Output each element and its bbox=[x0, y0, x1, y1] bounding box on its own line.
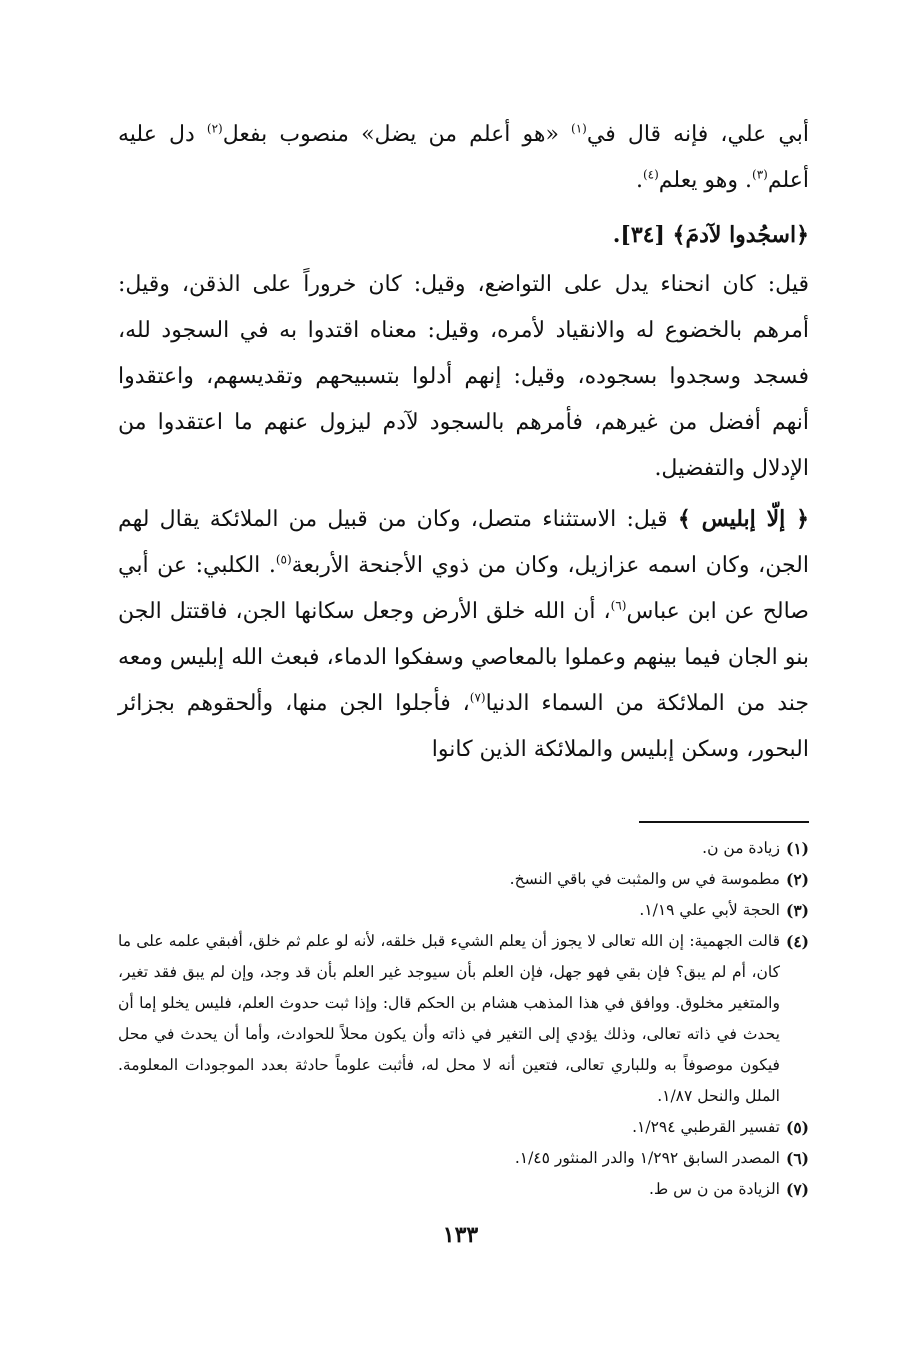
paragraph-3 bbox=[118, 496, 809, 773]
footnote-item bbox=[118, 926, 809, 1112]
page-number: ١٣٣ bbox=[442, 1222, 479, 1248]
footnote-text: المصدر السابق ١/٢٩٢ والدر المنثور ١/٤٥. bbox=[514, 1149, 780, 1167]
footnote-item bbox=[118, 1143, 809, 1174]
footnote-number: (٧) bbox=[785, 1180, 809, 1199]
footnote-number: (٦) bbox=[785, 1149, 809, 1168]
paragraph-1 bbox=[118, 112, 809, 204]
text-run: ، فأجلوا الجن منها، وألحقوهم بجزائر البحور، وسكن إبليس والملائكة الذين كانوا bbox=[118, 691, 809, 762]
footnote-text: مطموسة في س والمثبت في باقي النسخ. bbox=[509, 870, 780, 888]
text-run: ، أن الله خلق الأرض وجعل سكانها الجن، فاقتتل الجن بنو الجان فيما بينهم وعملوا بالمعاصي وسفكوا الدماء، فبعث الله إبليس ومعه جند من الملائكة من السماء الدنيا bbox=[118, 599, 809, 716]
main-text bbox=[118, 112, 809, 773]
text-run: قيل: الاستثناء متصل، وكان من قبيل من الملائكة يقال لهم الجن، وكان اسمه عزازيل، وكان من ذوي الأجنحة الأربعة bbox=[118, 507, 809, 578]
footnote-number: (٢) bbox=[785, 870, 809, 889]
footnote-ref-2[interactable]: (٢) bbox=[206, 121, 223, 136]
footnote-item bbox=[118, 1112, 809, 1143]
footnote-text: الحجة لأبي علي ١/١٩. bbox=[639, 901, 780, 919]
footnote-number: (٤) bbox=[785, 932, 809, 951]
footnote-number: (١) bbox=[785, 839, 809, 858]
text-run: دل عليه أعلم bbox=[118, 122, 809, 193]
text-run: . bbox=[635, 168, 643, 193]
footnote-divider bbox=[639, 821, 809, 823]
verse-quote: ﴿ إلّا إبليس ﴾ bbox=[677, 506, 810, 532]
paragraph-2: قيل: كان انحناء يدل على التواضع، وقيل: كان خروراً على الذقن، وقيل: أمرهم بالخضوع له والانقياد لأمره، وقيل: معناه اقتدوا به في السجود لله، فسجد وسجدوا بسجوده، وقيل: إنهم أدلوا بتسبيحهم وتقديسهم، واعتقدوا أنهم أفضل من غيرهم، فأمرهم بالسجود لآدم ليزول عنهم ما اعتقدوا من الإدلال والتفضيل. bbox=[118, 272, 809, 481]
text-run: أبي علي، فإنه قال في bbox=[586, 122, 809, 147]
footnote-number: (٥) bbox=[785, 1118, 809, 1137]
footnote-ref-1[interactable]: (١) bbox=[571, 121, 587, 136]
footnote-item bbox=[118, 833, 809, 864]
footnote-item bbox=[118, 1174, 809, 1205]
footnote-ref-6[interactable]: (٦) bbox=[610, 598, 627, 613]
footnote-text: زيادة من ن. bbox=[702, 839, 780, 857]
footnote-ref-5[interactable]: (٥) bbox=[275, 552, 292, 567]
footnote-number: (٣) bbox=[785, 901, 809, 920]
footnote-item bbox=[118, 864, 809, 895]
footnote-item bbox=[118, 895, 809, 926]
verse-heading: ﴿اسجُدوا لآدمَ﴾ [٣٤]. bbox=[612, 222, 809, 248]
text-run: . وهو يعلم bbox=[658, 168, 752, 193]
footnote-text: الزيادة من ن س ط. bbox=[648, 1180, 780, 1198]
footnote-ref-4[interactable]: (٤) bbox=[642, 167, 659, 182]
footnote-ref-3[interactable]: (٣) bbox=[752, 167, 768, 182]
footnote-text: قالت الجهمية: إن الله تعالى لا يجوز أن يعلم الشيء قبل خلقه، لأنه لو علم ثم خلق، أفبقي علمه على ما كان، أم لم يبق؟ فإن بقي فهو جهل، فإن العلم بأن سيوجد غير العلم بأن قد وجد، وإن لم يبق فقد تغير، والمتغير مخلوق. ووافق في هذا المذهب هشام بن الحكم قال: وإذا ثبت حدوث العلم، فليس يخلو إما أن يحدث في ذاته تعالى، وذلك يؤدي إلى التغير في ذاته وأن يكون محلاً للحوادث، وأما أن يحدث في محل فيكون موصوفاً به وللباري تعالى، فتعين أنه لا محل له، فأثبت علوماً حادثة بعدد الموجودات المعلومة. الملل والنحل ١/٨٧. bbox=[118, 932, 780, 1105]
footnote-text: تفسير القرطبي ١/٢٩٤. bbox=[632, 1118, 780, 1136]
footnote-ref-7[interactable]: (٧) bbox=[469, 690, 486, 705]
text-run: «هو أعلم من يضل» منصوب بفعل bbox=[222, 122, 572, 147]
text-run: . الكلبي: عن أبي صالح عن ابن عباس bbox=[118, 553, 809, 624]
footnotes bbox=[118, 833, 809, 1205]
